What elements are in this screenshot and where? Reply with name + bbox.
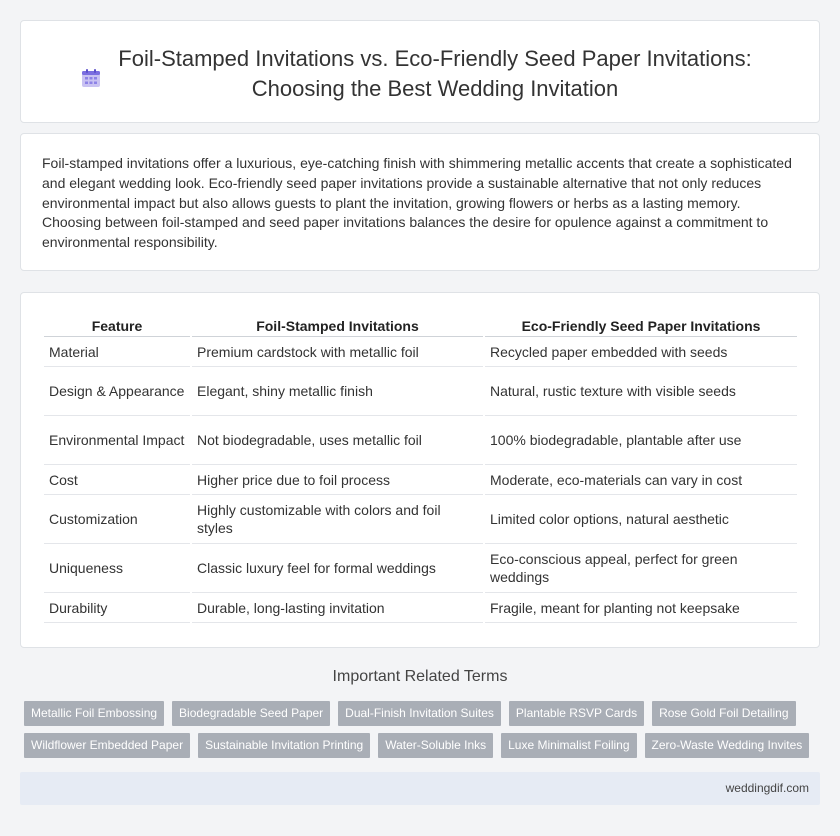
- related-tag[interactable]: Dual-Finish Invitation Suites: [338, 701, 501, 726]
- related-tag[interactable]: Luxe Minimalist Foiling: [501, 733, 636, 758]
- comparison-card: [20, 292, 820, 648]
- row-foil: Higher price due to foil process: [192, 465, 483, 495]
- row-seed: Natural, rustic texture with visible seeds: [485, 367, 797, 416]
- footer: [20, 772, 820, 805]
- table-row: [44, 544, 797, 593]
- related-tag[interactable]: Rose Gold Foil Detailing: [652, 701, 795, 726]
- row-seed: Eco-conscious appeal, perfect for green weddings: [485, 544, 797, 593]
- row-feature: Environmental Impact: [44, 416, 190, 465]
- row-seed: Recycled paper embedded with seeds: [485, 337, 797, 367]
- table-row: [44, 416, 797, 465]
- comparison-table: [42, 315, 799, 623]
- related-tag[interactable]: Plantable RSVP Cards: [509, 701, 644, 726]
- page-title: Foil-Stamped Invitations vs. Eco-Friendly Seed Paper Invitations: Choosing the Best Wedding Invitation: [118, 46, 752, 101]
- intro-card: [20, 133, 820, 271]
- row-foil: Not biodegradable, uses metallic foil: [192, 416, 483, 465]
- header-seed: Eco-Friendly Seed Paper Invitations: [485, 315, 797, 337]
- row-feature: Customization: [44, 495, 190, 544]
- row-foil: Classic luxury feel for formal weddings: [192, 544, 483, 593]
- related-tag[interactable]: Metallic Foil Embossing: [24, 701, 164, 726]
- related-tag[interactable]: Sustainable Invitation Printing: [198, 733, 370, 758]
- row-feature: Cost: [44, 465, 190, 495]
- row-seed: Moderate, eco-materials can vary in cost: [485, 465, 797, 495]
- row-seed: Fragile, meant for planting not keepsake: [485, 593, 797, 623]
- related-tags-row: [24, 701, 824, 726]
- row-seed: Limited color options, natural aesthetic: [485, 495, 797, 544]
- row-feature: Uniqueness: [44, 544, 190, 593]
- related-tag[interactable]: Water-Soluble Inks: [378, 733, 493, 758]
- table-row: [44, 495, 797, 544]
- row-foil: Elegant, shiny metallic finish: [192, 367, 483, 416]
- related-terms-title: Important Related Terms: [332, 668, 508, 685]
- intro-paragraph: Foil-stamped invitations offer a luxurious, eye-catching finish with shimmering metallic accents that create a sophisticated and elegant wedding look. Eco-friendly seed paper invitations provide a sustainable alternative that not only reduces environmental impact but also allows guests to plant the invitation, growing flowers or herbs as a lasting memory. Choosing between foil-stamped and seed paper invitations balances the desire for opulence against a commitment to environmental responsibility.: [42, 155, 792, 251]
- table-header-row: [44, 315, 797, 337]
- row-foil: Premium cardstock with metallic foil: [192, 337, 483, 367]
- row-feature: Durability: [44, 593, 190, 623]
- header-foil: Foil-Stamped Invitations: [192, 315, 483, 337]
- footer-site-link[interactable]: weddingdif.com: [725, 781, 809, 795]
- table-row: [44, 593, 797, 623]
- related-tag[interactable]: Biodegradable Seed Paper: [172, 701, 330, 726]
- row-feature: Design & Appearance: [44, 367, 190, 416]
- table-row: [44, 465, 797, 495]
- related-tag[interactable]: Wildflower Embedded Paper: [24, 733, 190, 758]
- table-row: [44, 337, 797, 367]
- related-tag[interactable]: Zero-Waste Wedding Invites: [645, 733, 810, 758]
- related-tags-row: [24, 733, 824, 758]
- row-feature: Material: [44, 337, 190, 367]
- title-card: [20, 20, 820, 123]
- row-foil: Highly customizable with colors and foil styles: [192, 495, 483, 544]
- header-feature: Feature: [44, 315, 190, 337]
- row-seed: 100% biodegradable, plantable after use: [485, 416, 797, 465]
- row-foil: Durable, long-lasting invitation: [192, 593, 483, 623]
- table-row: [44, 367, 797, 416]
